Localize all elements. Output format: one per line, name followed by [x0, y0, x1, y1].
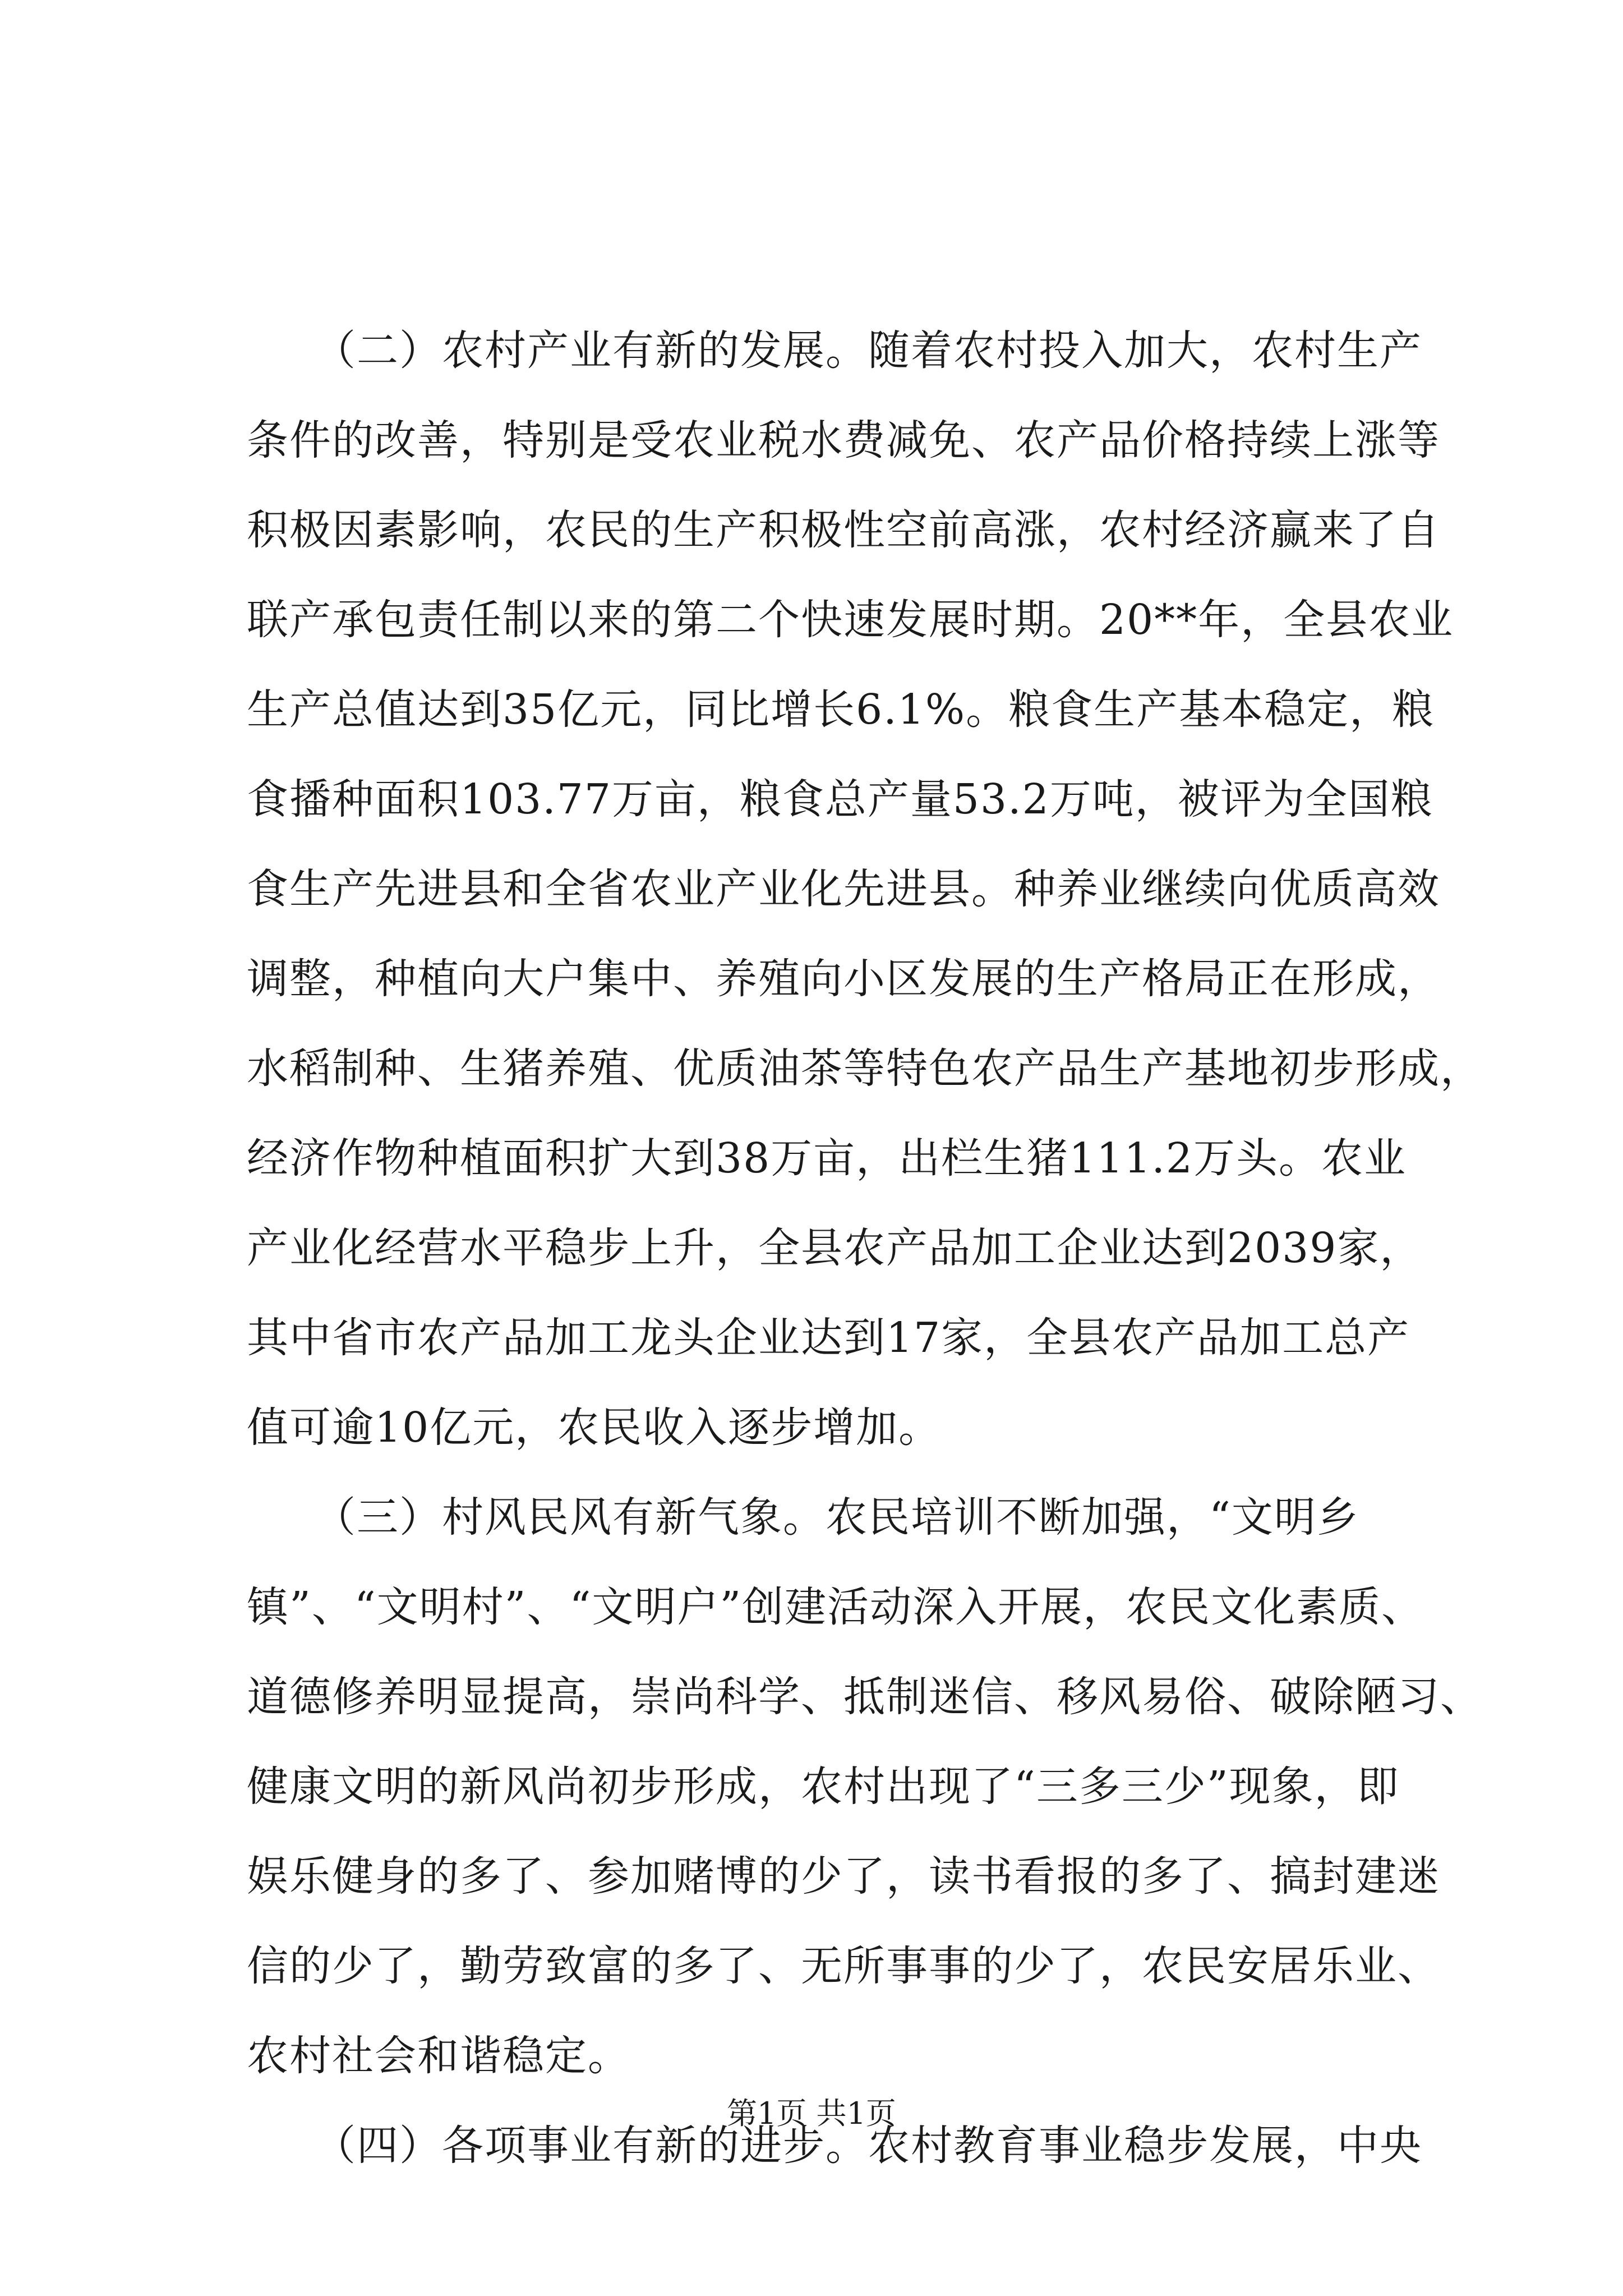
paragraph-line: 其中省市农产品加工龙头企业达到17家，全县农产品加工总产 — [247, 1314, 1410, 1362]
paragraph-line: 农村社会和谐稳定。 — [247, 2032, 630, 2080]
paragraph-line: 条件的改善，特别是受农业税水费减免、农产品价格持续上涨等 — [247, 416, 1440, 464]
paragraph-line: 生产总值达到35亿元，同比增长6.1%。粮食生产基本稳定，粮 — [247, 685, 1435, 734]
paragraph-village-customs — [247, 1473, 1483, 2101]
paragraph-line: 联产承包责任制以来的第二个快速发展时期。20**年，全县农业 — [247, 596, 1454, 644]
paragraph-line: 镇”、“文明村”、“文明户”创建活动深入开展，农民文化素质、 — [247, 1583, 1424, 1631]
paragraph-line: 道德修养明显提高，崇尚科学、抵制迷信、移风易俗、破除陋习、 — [247, 1673, 1483, 1721]
paragraph-line: 娱乐健身的多了、参加赌博的少了，读书看报的多了、搞封建迷 — [247, 1852, 1440, 1901]
paragraph-line: 食播种面积103.77万亩，粮食总产量53.2万吨，被评为全国粮 — [247, 775, 1433, 823]
paragraph-line: （二）农村产业有新的发展。随着农村投入加大，农村生产 — [314, 326, 1422, 375]
paragraph-line: 水稻制种、生猪养殖、优质油茶等特色农产品生产基地初步形成， — [247, 1045, 1483, 1093]
paragraph-line: （三）村风民风有新气象。农民培训不断加强，“文明乡 — [314, 1493, 1359, 1542]
page-number-footer: 第1页 共1页 — [727, 2096, 896, 2131]
paragraph-line: 值可逾10亿元，农民收入逐步增加。 — [247, 1404, 942, 1452]
paragraph-line: 食生产先进县和全省农业产业化先进县。种养业继续向优质高效 — [247, 865, 1440, 913]
paragraph-line: （四）各项事业有新的进步。农村教育事业稳步发展，中央 — [314, 2122, 1422, 2170]
paragraph-line: 信的少了，勤劳致富的多了、无所事事的少了，农民安居乐业、 — [247, 1942, 1440, 1990]
paragraph-line: 调整，种植向大户集中、养殖向小区发展的生产格局正在形成， — [247, 955, 1440, 1003]
paragraph-line: 经济作物种植面积扩大到38万亩，出栏生猪111.2万头。农业 — [247, 1134, 1407, 1182]
paragraph-industry-development — [247, 306, 1483, 1473]
paragraph-line: 积极因素影响，农民的生产积极性空前高涨，农村经济赢来了自 — [247, 506, 1440, 554]
document-body — [247, 306, 1483, 2191]
paragraph-line: 产业化经营水平稳步上升，全县农产品加工企业达到2039家， — [247, 1224, 1423, 1272]
paragraph-line: 健康文明的新风尚初步形成，农村出现了“三多三少”现象，即 — [247, 1763, 1400, 1811]
